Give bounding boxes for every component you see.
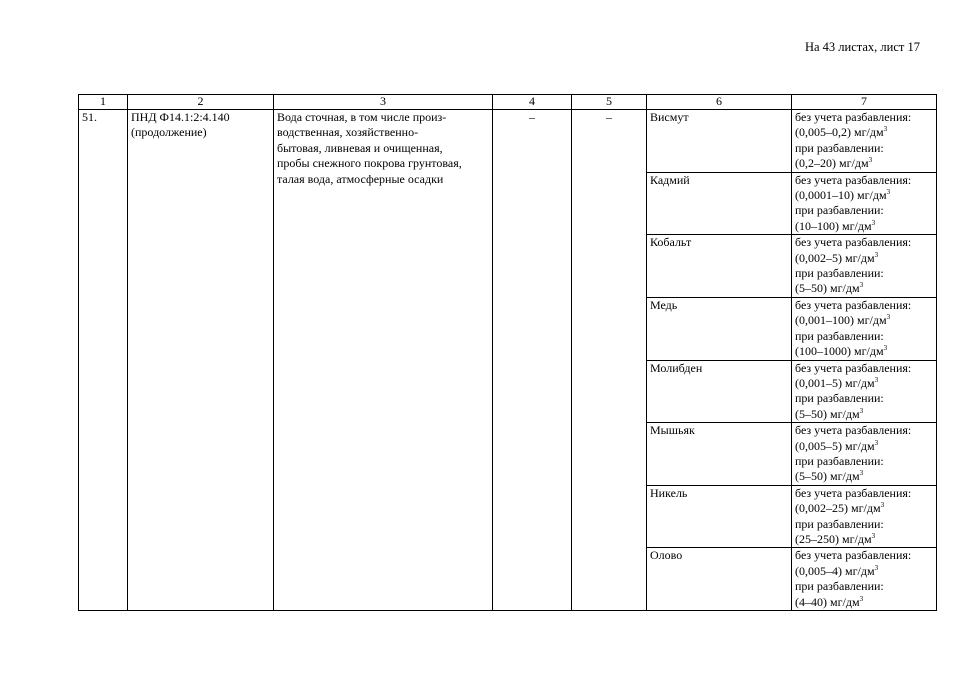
unit-sup: 3 xyxy=(868,156,873,165)
range-cell xyxy=(792,485,937,548)
element-name: Кадмий xyxy=(647,172,792,235)
label-with-dilution: при разбавлении: xyxy=(795,516,884,531)
range-cell xyxy=(792,423,937,486)
unit: мг/дм xyxy=(830,406,860,421)
range-value: (5–50) xyxy=(795,469,827,484)
range-value: (0,005–5) xyxy=(795,438,842,453)
label-with-dilution: при разбавлении: xyxy=(795,579,884,594)
unit-sup: 3 xyxy=(874,438,879,447)
unit: мг/дм xyxy=(845,250,875,265)
range-with-dilution xyxy=(795,219,933,234)
range-with-dilution xyxy=(795,595,933,610)
range-no-dilution xyxy=(795,439,933,454)
unit-sup: 3 xyxy=(886,313,891,322)
unit: мг/дм xyxy=(842,218,872,233)
object-cell xyxy=(274,110,493,611)
range-with-dilution xyxy=(795,344,933,359)
method-cell xyxy=(128,110,274,611)
object-text-line: водственная, хозяйственно- xyxy=(277,125,419,140)
column-number: 3 xyxy=(274,95,493,110)
label-no-dilution: без учета разбавления: xyxy=(795,485,912,500)
range-value: (0,0001–10) xyxy=(795,188,854,203)
range-no-dilution xyxy=(795,376,933,391)
label-no-dilution: без учета разбавления: xyxy=(795,297,912,312)
range-cell xyxy=(792,235,937,298)
row-number: 51. xyxy=(79,110,128,611)
col4-dash: – xyxy=(493,110,572,611)
range-cell xyxy=(792,110,937,173)
object-text-line: Вода сточная, в том числе произ- xyxy=(277,110,447,124)
element-name: Висмут xyxy=(647,110,792,173)
element-name: Олово xyxy=(647,548,792,611)
col5-dash: – xyxy=(572,110,647,611)
range-no-dilution xyxy=(795,313,933,328)
range-value: (0,002–5) xyxy=(795,250,842,265)
label-with-dilution: при разбавлении: xyxy=(795,203,884,218)
object-text-line: талая вода, атмосферные осадки xyxy=(277,171,444,186)
range-value: (5–50) xyxy=(795,281,827,296)
unit-sup: 3 xyxy=(871,218,876,227)
column-number: 2 xyxy=(128,95,274,110)
unit: мг/дм xyxy=(854,125,884,140)
range-value: (10–100) xyxy=(795,218,839,233)
label-no-dilution: без учета разбавления: xyxy=(795,548,912,563)
unit-sup: 3 xyxy=(880,501,885,510)
label-with-dilution: при разбавлении: xyxy=(795,140,884,155)
range-value: (5–50) xyxy=(795,406,827,421)
unit: мг/дм xyxy=(830,281,860,296)
range-cell xyxy=(792,172,937,235)
unit: мг/дм xyxy=(845,438,875,453)
range-value: (0,005–0,2) xyxy=(795,125,851,140)
sheet-label: На 43 листах, лист 17 xyxy=(804,40,920,54)
range-no-dilution xyxy=(795,501,933,516)
range-with-dilution xyxy=(795,469,933,484)
table-row xyxy=(79,110,937,173)
range-value: (0,001–5) xyxy=(795,375,842,390)
unit-sup: 3 xyxy=(859,406,864,415)
column-number: 7 xyxy=(792,95,937,110)
element-name: Молибден xyxy=(647,360,792,423)
column-number: 5 xyxy=(572,95,647,110)
unit: мг/дм xyxy=(857,188,887,203)
column-number-row xyxy=(79,95,937,110)
unit-sup: 3 xyxy=(859,469,864,478)
accreditation-table xyxy=(78,94,937,611)
range-with-dilution xyxy=(795,156,933,171)
method-continuation: (продолжение) xyxy=(131,125,207,140)
unit-sup: 3 xyxy=(886,188,891,197)
column-number: 1 xyxy=(79,95,128,110)
unit: мг/дм xyxy=(830,594,860,609)
unit-sup: 3 xyxy=(871,531,876,540)
unit: мг/дм xyxy=(839,156,869,171)
unit-sup: 3 xyxy=(874,563,879,572)
column-number: 4 xyxy=(493,95,572,110)
range-cell xyxy=(792,548,937,611)
range-no-dilution xyxy=(795,125,933,140)
label-with-dilution: при разбавлении: xyxy=(795,391,884,406)
label-no-dilution: без учета разбавления: xyxy=(795,360,912,375)
unit-sup: 3 xyxy=(859,281,864,290)
range-no-dilution xyxy=(795,251,933,266)
label-no-dilution: без учета разбавления: xyxy=(795,235,912,250)
unit-sup: 3 xyxy=(883,125,888,134)
range-with-dilution xyxy=(795,281,933,296)
unit: мг/дм xyxy=(854,344,884,359)
range-no-dilution xyxy=(795,188,933,203)
unit: мг/дм xyxy=(830,469,860,484)
label-no-dilution: без учета разбавления: xyxy=(795,172,912,187)
label-with-dilution: при разбавлении: xyxy=(795,453,884,468)
range-value: (0,001–100) xyxy=(795,313,854,328)
unit: мг/дм xyxy=(845,563,875,578)
range-value: (4–40) xyxy=(795,594,827,609)
object-text-line: пробы снежного покрова грунтовая, xyxy=(277,156,462,171)
unit-sup: 3 xyxy=(874,375,879,384)
unit: мг/дм xyxy=(845,375,875,390)
unit: мг/дм xyxy=(851,501,881,516)
range-cell xyxy=(792,297,937,360)
range-value: (0,005–4) xyxy=(795,563,842,578)
element-name: Кобальт xyxy=(647,235,792,298)
range-value: (100–1000) xyxy=(795,344,851,359)
range-with-dilution xyxy=(795,532,933,547)
label-with-dilution: при разбавлении: xyxy=(795,266,884,281)
element-name: Медь xyxy=(647,297,792,360)
label-with-dilution: при разбавлении: xyxy=(795,328,884,343)
unit: мг/дм xyxy=(857,313,887,328)
unit-sup: 3 xyxy=(859,594,864,603)
range-no-dilution xyxy=(795,564,933,579)
object-text-line: бытовая, ливневая и очищенная, xyxy=(277,140,443,155)
label-no-dilution: без учета разбавления: xyxy=(795,423,912,438)
unit-sup: 3 xyxy=(874,250,879,259)
range-with-dilution xyxy=(795,407,933,422)
range-value: (25–250) xyxy=(795,531,839,546)
column-number: 6 xyxy=(647,95,792,110)
method-code: ПНД Ф14.1:2:4.140 xyxy=(131,110,230,124)
unit-sup: 3 xyxy=(883,344,888,353)
range-value: (0,2–20) xyxy=(795,156,836,171)
label-no-dilution: без учета разбавления: xyxy=(795,110,912,124)
range-cell xyxy=(792,360,937,423)
element-name: Никель xyxy=(647,485,792,548)
range-value: (0,002–25) xyxy=(795,501,848,516)
unit: мг/дм xyxy=(842,531,872,546)
element-name: Мышьяк xyxy=(647,423,792,486)
